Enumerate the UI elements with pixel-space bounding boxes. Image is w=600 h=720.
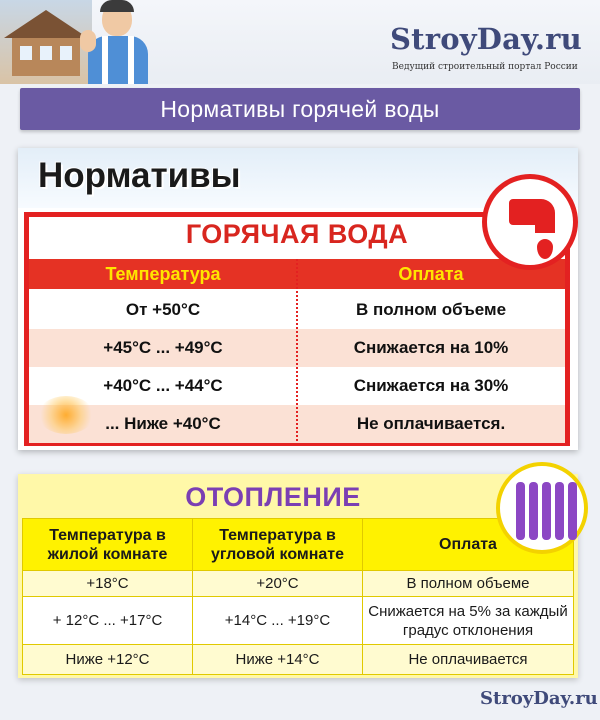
cell-payment: В полном объеме [363, 571, 574, 597]
page-title: Нормативы горячей воды [160, 95, 440, 122]
cell-living-room: Ниже +12°С [23, 645, 193, 675]
cell-payment: Не оплачивается [363, 645, 574, 675]
flame-decoration [38, 396, 94, 434]
brand-logo[interactable]: StroyDay.ru [390, 22, 582, 56]
cell-living-room: + 12°С ... +17°С [23, 597, 193, 645]
column-divider [296, 259, 298, 445]
column-header-living-room: Температура в жилой комнате [23, 519, 193, 571]
heating-subtitle: ОТОПЛЕНИЕ [185, 482, 361, 512]
cell-temperature: От +50°С [125, 300, 201, 319]
column-header-corner-room: Температура в угловой комнате [193, 519, 363, 571]
section-title: Нормативы [38, 156, 241, 195]
hot-water-subtitle: ГОРЯЧАЯ ВОДА [185, 219, 409, 249]
cell-temperature: +45°С ... +49°С [103, 338, 223, 357]
faucet-drop-icon [482, 174, 578, 270]
page-title-bar [20, 88, 580, 130]
radiator-icon [496, 462, 588, 554]
cell-corner-room: +20°С [193, 571, 363, 597]
site-header [0, 0, 600, 84]
table-row [23, 571, 574, 597]
heating-table [22, 518, 574, 675]
brand-tagline: Ведущий строительный портал России [392, 62, 578, 72]
cell-payment: Снижается на 10% [353, 338, 509, 357]
cell-payment: Не оплачивается. [356, 414, 506, 433]
footer-brand[interactable]: StroyDay.ru [480, 688, 598, 709]
cell-payment: В полном объеме [355, 300, 507, 319]
cell-payment: Снижается на 5% за каждый градус отклонения [363, 597, 574, 645]
column-header-payment: Оплата [398, 263, 464, 284]
cell-living-room: +18°С [23, 571, 193, 597]
cell-temperature: ... Ниже +40°С [105, 414, 221, 433]
heating-header-row [23, 519, 574, 571]
cell-payment: Снижается на 30% [353, 376, 509, 395]
worker-image [76, 0, 162, 84]
table-row [23, 645, 574, 675]
column-header-payment: Оплата [363, 519, 574, 571]
cell-corner-room: +14°С ... +19°С [193, 597, 363, 645]
table-row [23, 597, 574, 645]
heating-card [18, 474, 578, 678]
column-header-temperature: Температура [105, 263, 221, 284]
cell-corner-room: Ниже +14°С [193, 645, 363, 675]
cell-temperature: +40°С ... +44°С [103, 376, 223, 395]
